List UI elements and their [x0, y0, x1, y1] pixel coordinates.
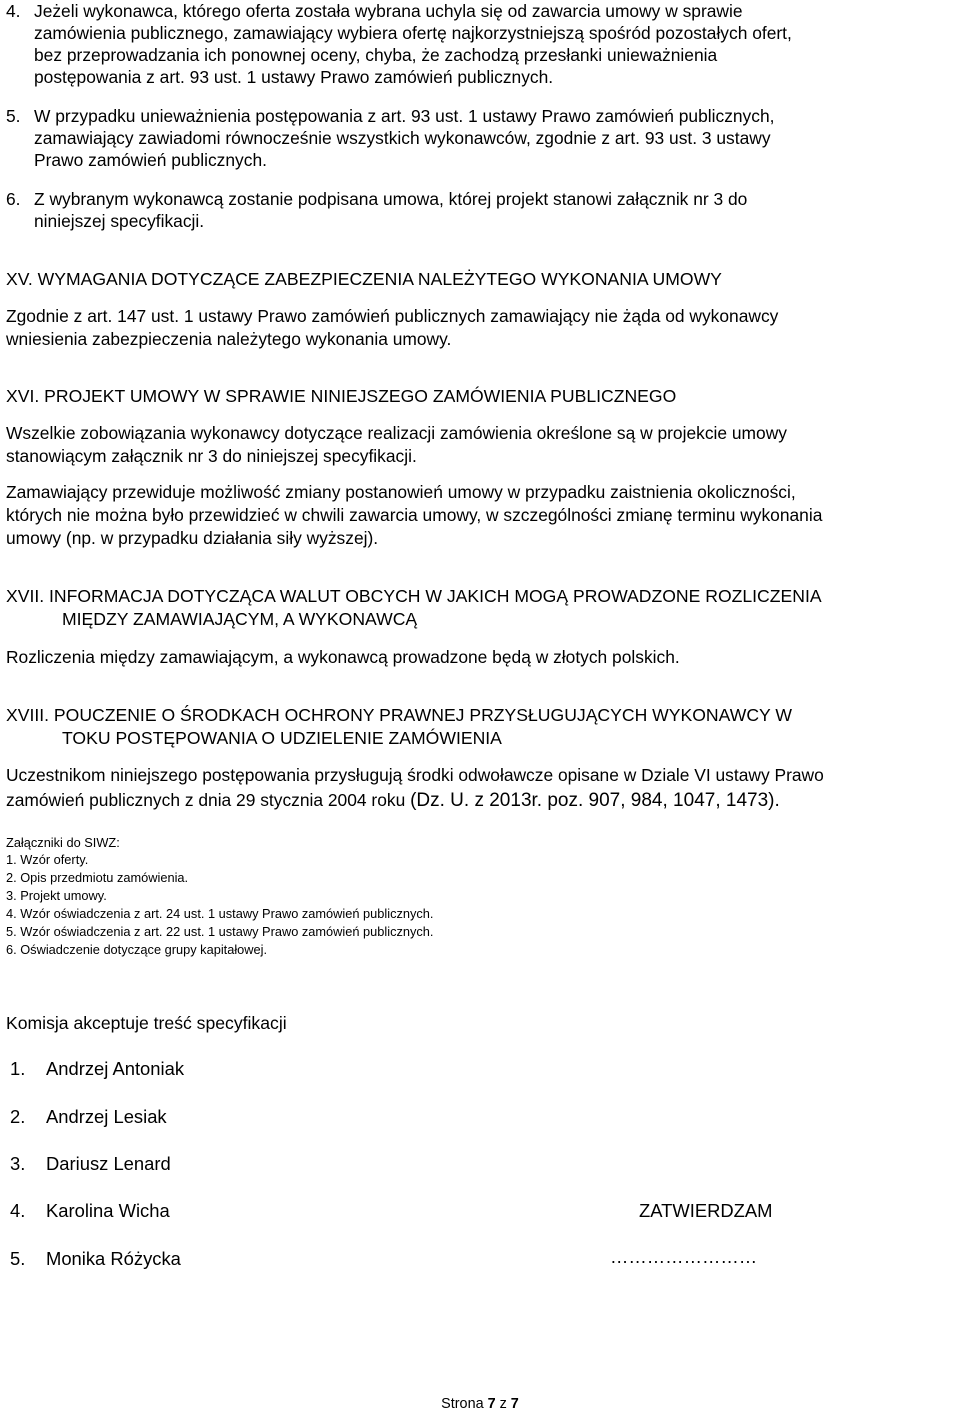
- text-line: postępowania z art. 93 ust. 1 ustawy Prawo zamówień publicznych.: [34, 67, 554, 87]
- section-heading-continued: TOKU POSTĘPOWANIA O UDZIELENIE ZAMÓWIENIA: [62, 728, 502, 748]
- legal-citation: (Dz. U. z 2013r. poz. 907, 984, 1047, 1473).: [410, 790, 780, 811]
- member-number: 3.: [10, 1153, 26, 1174]
- attachment-item: 4. Wzór oświadczenia z art. 24 ust. 1 ustawy Prawo zamówień publicznych.: [6, 906, 434, 921]
- page-total: 7: [510, 1396, 519, 1412]
- text-line: umowy (np. w przypadku działania siły wyższej).: [6, 528, 379, 548]
- member-name: Karolina Wicha: [46, 1200, 170, 1221]
- text-line: których nie można było przewidzieć w chwili zawarcia umowy, w szczególności zmianę terminu wykonania: [6, 505, 823, 525]
- text-line: zamawiający zawiadomi równocześnie wszystkich wykonawców, zgodnie z art. 93 ust. 3 ustawy: [34, 128, 771, 148]
- text-line: Z wybranym wykonawcą zostanie podpisana umowa, której projekt stanowi załącznik nr 3 do: [34, 189, 748, 209]
- section-heading: XVII. INFORMACJA DOTYCZĄCA WALUT OBCYCH W JAKICH MOGĄ PROWADZONE ROZLICZENIA: [6, 586, 822, 606]
- page-current: 7: [487, 1396, 496, 1412]
- list-item-number: 4.: [6, 1, 21, 21]
- text-line: stanowiącym załącznik nr 3 do niniejszej specyfikacji.: [6, 446, 417, 466]
- text-line: Wszelkie zobowiązania wykonawcy dotyczące realizacji zamówienia określone są w projekcie umowy: [6, 423, 787, 443]
- text-segment: zamówień publicznych z dnia 29 stycznia 2004 roku: [6, 790, 411, 810]
- member-number: 5.: [10, 1248, 26, 1269]
- page-separator: z: [495, 1396, 511, 1412]
- attachment-item: 3. Projekt umowy.: [6, 888, 107, 903]
- text-line: bez przeprowadzania ich ponownej oceny, chyba, że zachodzą przesłanki unieważnienia: [34, 45, 718, 65]
- text-line: Uczestnikom niniejszego postępowania przysługują środki odwoławcze opisane w Dziale VI ustawy Prawo: [6, 765, 824, 785]
- list-item-number: 6.: [6, 189, 21, 209]
- attachment-item: 2. Opis przedmiotu zamówienia.: [6, 870, 189, 885]
- member-number: 1.: [10, 1058, 26, 1079]
- member-name: Monika Różycka: [46, 1248, 181, 1269]
- text-line: wniesienia zabezpieczenia należytego wykonania umowy.: [6, 329, 452, 349]
- list-item-number: 5.: [6, 106, 21, 126]
- text-line: W przypadku unieważnienia postępowania z art. 93 ust. 1 ustawy Prawo zamówień publicznych,: [34, 106, 775, 126]
- section-heading: XV. WYMAGANIA DOTYCZĄCE ZABEZPIECZENIA NALEŻYTEGO WYKONANIA UMOWY: [6, 269, 722, 289]
- member-number: 4.: [10, 1200, 26, 1221]
- attachment-item: 5. Wzór oświadczenia z art. 22 ust. 1 ustawy Prawo zamówień publicznych.: [6, 924, 434, 939]
- approval-label: ZATWIERDZAM: [639, 1200, 773, 1221]
- attachment-item: 1. Wzór oferty.: [6, 852, 89, 867]
- text-line: zamówienia publicznego, zamawiający wybiera ofertę najkorzystniejszą spośród pozostałych ofert,: [34, 23, 792, 43]
- text-line: [6, 789, 780, 813]
- text-line: Jeżeli wykonawca, którego oferta została wybrana uchyla się od zawarcia umowy w sprawie: [34, 1, 743, 21]
- member-name: Dariusz Lenard: [46, 1153, 171, 1174]
- commission-title: Komisja akceptuje treść specyfikacji: [6, 1013, 287, 1033]
- section-heading-continued: MIĘDZY ZAMAWIAJĄCYM, A WYKONAWCĄ: [62, 609, 418, 629]
- attachment-item: 6. Oświadczenie dotyczące grupy kapitałowej.: [6, 942, 268, 957]
- section-heading: XVIII. POUCZENIE O ŚRODKACH OCHRONY PRAWNEJ PRZYSŁUGUJĄCYCH WYKONAWCY W: [6, 705, 792, 725]
- attachments-title: Załączniki do SIWZ:: [6, 835, 120, 850]
- member-name: Andrzej Lesiak: [46, 1106, 167, 1127]
- page-label: Strona: [441, 1396, 488, 1412]
- text-line: niniejszej specyfikacji.: [34, 211, 205, 231]
- text-line: Prawo zamówień publicznych.: [34, 150, 267, 170]
- text-line: Zamawiający przewiduje możliwość zmiany postanowień umowy w przypadku zaistnienia okoliczności,: [6, 482, 796, 502]
- member-name: Andrzej Antoniak: [46, 1058, 185, 1079]
- section-heading: XVI. PROJEKT UMOWY W SPRAWIE NINIEJSZEGO ZAMÓWIENIA PUBLICZNEGO: [6, 386, 677, 406]
- signature-placeholder: ……………………: [610, 1246, 758, 1267]
- text-line: Zgodnie z art. 147 ust. 1 ustawy Prawo zamówień publicznych zamawiający nie żąda od wykonawcy: [6, 306, 779, 326]
- member-number: 2.: [10, 1106, 26, 1127]
- text-line: Rozliczenia między zamawiającym, a wykonawcą prowadzone będą w złotych polskich.: [6, 647, 680, 667]
- page-footer: [0, 1396, 960, 1412]
